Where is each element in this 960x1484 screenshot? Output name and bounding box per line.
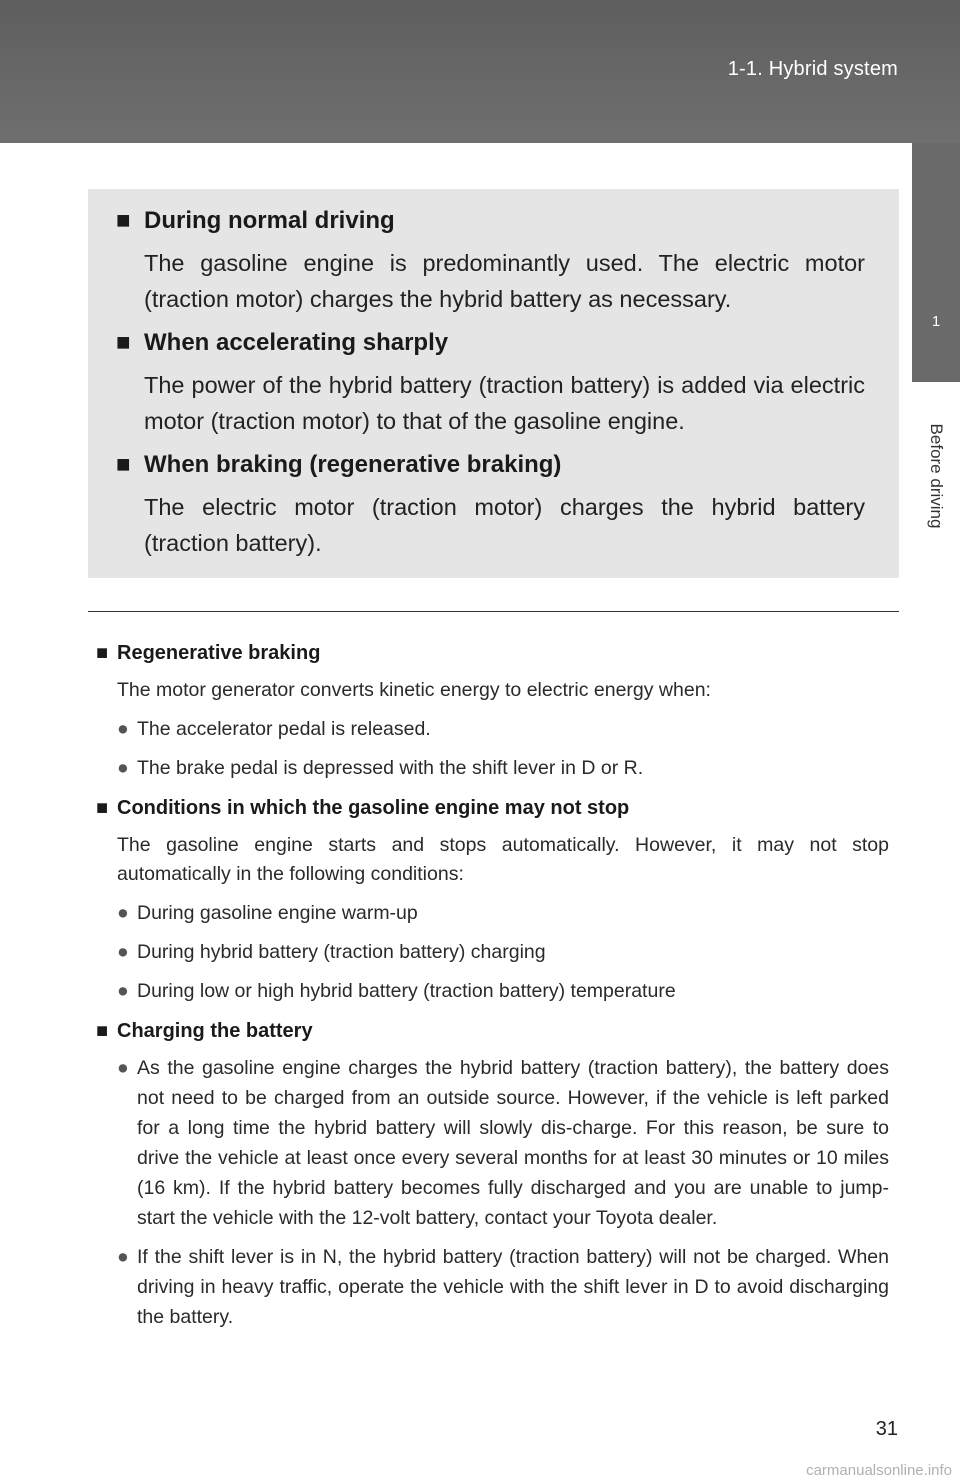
list-item: ● As the gasoline engine charges the hybrid battery (traction battery), the battery does not need to be charged from an outside source. However, if the vehicle is left parked for a long time the hybrid battery will slowly dis-charge. For this reason, be sure to drive the vehicle at least once every several months for at least 30 minutes or 10 miles (16 km). If the hybrid battery becomes fully discharged and you are unable to jump-start the vehicle with the 12-volt battery, contact your Toyota dealer.: [117, 1053, 889, 1233]
page-number: 31: [875, 1418, 898, 1440]
square-icon: ■: [116, 451, 131, 478]
section-divider: [88, 611, 899, 612]
note-engine-may-not-stop: [96, 795, 889, 1006]
chapter-label: Before driving: [927, 423, 946, 529]
square-icon: ■: [116, 207, 131, 234]
list-item: ● The accelerator pedal is released.: [117, 714, 889, 744]
box-text: The power of the hybrid battery (traction battery) is added via electric motor (traction motor) to that of the gasoline engine.: [144, 372, 865, 434]
note-charging-battery: [96, 1018, 889, 1332]
chapter-tab[interactable]: [912, 143, 960, 382]
bullet-icon: ●: [117, 1057, 129, 1079]
square-icon: ■: [96, 642, 109, 664]
box-heading: ■ When braking (regenerative braking): [116, 451, 562, 478]
bullet-icon: ●: [117, 980, 129, 1002]
box-heading: ■ When accelerating sharply: [116, 329, 449, 356]
list-item: ● During hybrid battery (traction battery) charging: [117, 937, 889, 967]
note-heading: ■ Conditions in which the gasoline engine may not stop: [96, 797, 630, 819]
square-icon: ■: [96, 797, 109, 819]
note-regenerative-braking: [96, 640, 889, 783]
driving-modes-box: [88, 189, 899, 578]
box-item-braking: [116, 451, 865, 561]
box-item-accelerating: [116, 329, 865, 439]
notes-section: [96, 640, 889, 1332]
bullet-icon: ●: [117, 941, 129, 963]
list-item: ● If the shift lever is in N, the hybrid battery (traction battery) will not be charged. When driving in heavy traffic, operate the vehicle with the shift lever in D to avoid discharging the battery.: [117, 1242, 889, 1332]
box-heading: ■ During normal driving: [116, 207, 395, 234]
square-icon: ■: [116, 329, 131, 356]
note-intro: The gasoline engine starts and stops automatically. However, it may not stop automatically in the following conditions:: [117, 834, 889, 885]
bullet-icon: ●: [117, 1246, 129, 1268]
section-title: 1-1. Hybrid system: [727, 58, 898, 80]
note-heading: ■ Charging the battery: [96, 1020, 313, 1042]
bullet-icon: ●: [117, 902, 129, 924]
box-text: The electric motor (traction motor) charges the hybrid battery (traction battery).: [144, 494, 865, 556]
chapter-number: 1: [931, 313, 941, 330]
note-intro: The motor generator converts kinetic energy to electric energy when:: [117, 679, 711, 701]
bullet-icon: ●: [117, 718, 129, 740]
box-item-normal-driving: [116, 207, 865, 317]
list-item: ● During low or high hybrid battery (traction battery) temperature: [117, 976, 889, 1006]
bullet-icon: ●: [117, 757, 129, 779]
box-text: The gasoline engine is predominantly used. The electric motor (traction motor) charges the hybrid battery as necessary.: [144, 250, 865, 312]
square-icon: ■: [96, 1020, 109, 1042]
list-item: ● The brake pedal is depressed with the shift lever in D or R.: [117, 753, 889, 783]
list-item: ● During gasoline engine warm-up: [117, 898, 889, 928]
note-heading: ■ Regenerative braking: [96, 642, 321, 664]
watermark: carmanualsonline.info: [806, 1462, 952, 1479]
